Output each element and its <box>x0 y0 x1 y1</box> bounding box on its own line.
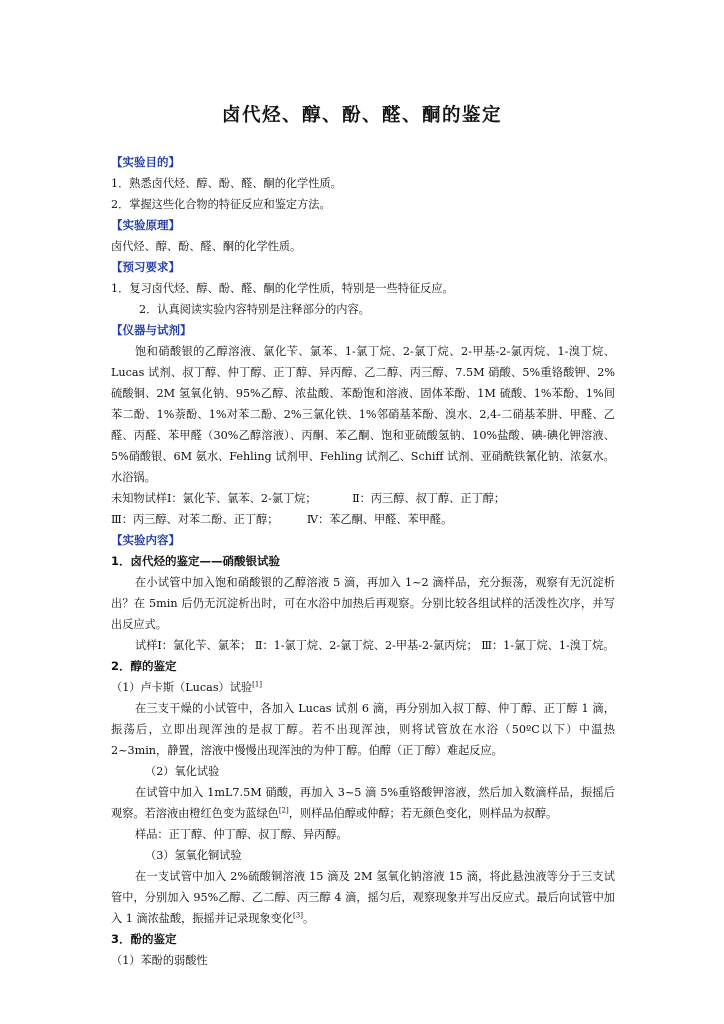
section-heading-content: 【实验内容】 <box>111 533 180 547</box>
oxidation-samples: 样品：正丁醇、仲丁醇、叔丁醇、异丙醇。 <box>135 828 348 841</box>
section-heading-purpose: 【实验目的】 <box>111 155 180 169</box>
halide-test-text: 在小试管中加入饱和硝酸银的乙醇溶液 5 滴，再加入 1~2 滴样品，充分振荡，观察有无沉淀析出？在 5min 后仍无沉淀析出时，可在水浴中加热后再观察。分别比较各组试样的活泼性次序，并写出反应式。 <box>111 576 615 631</box>
copper-hydroxide-test-title: （3）氢氧化铜试验 <box>145 849 242 862</box>
section-heading-preview: 【预习要求】 <box>111 260 180 274</box>
phenol-acidity-title: （1）苯酚的弱酸性 <box>111 954 208 967</box>
oxidation-text-a: 在试管中加入 1mL7.5M 硝酸，再加入 3~5 滴 5%重铬酸钾溶液，然后加入数滴样品，振摇后观察。若溶液由橙红色变为蓝绿色 <box>111 786 615 820</box>
preview-item-2: 2．认真阅读实验内容特别是注释部分的内容。 <box>139 303 370 316</box>
document-body <box>111 152 615 971</box>
reagents-list: 饱和硝酸银的乙醇溶液、氯化苄、氯苯、1-氯丁烷、2-氯丁烷、2-甲基-2-氯丙烷、1-溴丁烷、Lucas 试剂、叔丁醇、仲丁醇、正丁醇、异丙醇、乙二醇、丙三醇、7.5M 硝酸、5%重铬酸钾、2%硫酸铜、2M 氢氧化钠、95%乙醇、浓盐酸、苯酚饱和溶液、固体苯酚、1M 硫酸、1%苯酚、1%间苯二酚、1%萘酚、1%对苯二酚、2%三氯化铁、1%邻硝基苯酚、溴水、2,4-二硝基苯肼、甲醛、乙醛、丙醛、苯甲醛（30%乙醇溶液）、丙酮、苯乙酮、饱和亚硫酸氢钠、10%盐酸、碘-碘化钾溶液、5%硝酸银、6M 氨水、Fehling 试剂甲、Fehling 试剂乙、Schiff 试剂、亚硝酰铁氰化钠、浓氨水。 <box>111 345 615 463</box>
purpose-item-1: 1．熟悉卤代烃、醇、酚、醛、酮的化学性质。 <box>111 177 342 190</box>
lucas-test-title-text: （1）卢卡斯（Lucas）试验 <box>111 681 253 694</box>
unknown-samples-line-1: 未知物试样Ⅰ：氯化苄、氯苯、2-氯丁烷； Ⅱ：丙三醇、叔丁醇、正丁醇； <box>111 492 506 505</box>
copper-text-a: 在一支试管中加入 2%硫酸铜溶液 15 滴及 2M 氢氧化钠溶液 15 滴，将此悬浊液等分于三支试管中，分别加入 95%乙醇、乙二醇、丙三醇 4 滴，摇匀后，观察现象并写出反应式。最后向试管中加入 1 滴浓盐酸，振摇并记录现象变化 <box>111 870 615 925</box>
purpose-item-2: 2．掌握这些化合物的特征反应和鉴定方法。 <box>111 198 331 211</box>
section-heading-principle: 【实验原理】 <box>111 218 180 232</box>
note-ref-1: [1] <box>252 680 263 689</box>
lucas-test-text: 在三支干燥的小试管中，各加入 Lucas 试剂 6 滴，再分别加入叔丁醇、仲丁醇、正丁醇 1 滴，振荡后，立即出现浑浊的是叔丁醇。若不出现浑浊，则将试管放在水浴（50ºC以下）中温热 2~3min，静置，溶液中慢慢出现浑浊的为仲丁醇。伯醇（正丁醇）难起反应。 <box>111 702 615 757</box>
section-heading-reagents: 【仪器与试剂】 <box>111 323 192 337</box>
copper-hydroxide-test-text <box>111 866 615 929</box>
note-ref-2: [2] <box>278 806 289 815</box>
lucas-test-title <box>111 677 615 698</box>
note-ref-3: [3] <box>293 911 303 920</box>
oxidation-text-b: ，则样品伯醇或仲醇；若无颜色变化，则样品为叔醇。 <box>288 807 558 820</box>
oxidation-test-title: （2）氧化试验 <box>145 765 220 778</box>
unknown-samples-line-2: Ⅲ：丙三醇、对苯二酚、正丁醇； Ⅳ：苯乙酮、甲醛、苯甲醛。 <box>111 513 453 526</box>
preview-item-1: 1．复习卤代烃、醇、酚、醛、酮的化学性质，特别是一些特征反应。 <box>111 282 454 295</box>
subsection-title-halide: 1．卤代烃的鉴定——硝酸银试验 <box>111 554 281 568</box>
subsection-title-phenol: 3．酚的鉴定 <box>111 932 177 946</box>
subsection-title-alcohol: 2．醇的鉴定 <box>111 659 177 673</box>
oxidation-test-text <box>111 782 615 824</box>
document-title: 卤代烃、醇、酚、醛、酮的鉴定 <box>221 105 502 126</box>
halide-samples: 试样Ⅰ：氯化苄、氯苯； Ⅱ：1-氯丁烷、2-氯丁烷、2-甲基-2-氯丙烷； Ⅲ：1-氯丁烷、1-溴丁烷。 <box>135 639 615 652</box>
principle-text: 卤代烃、醇、酚、醛、酮的化学性质。 <box>111 240 302 253</box>
equipment-text: 水浴锅。 <box>111 471 156 484</box>
copper-text-b: 。 <box>302 912 315 925</box>
